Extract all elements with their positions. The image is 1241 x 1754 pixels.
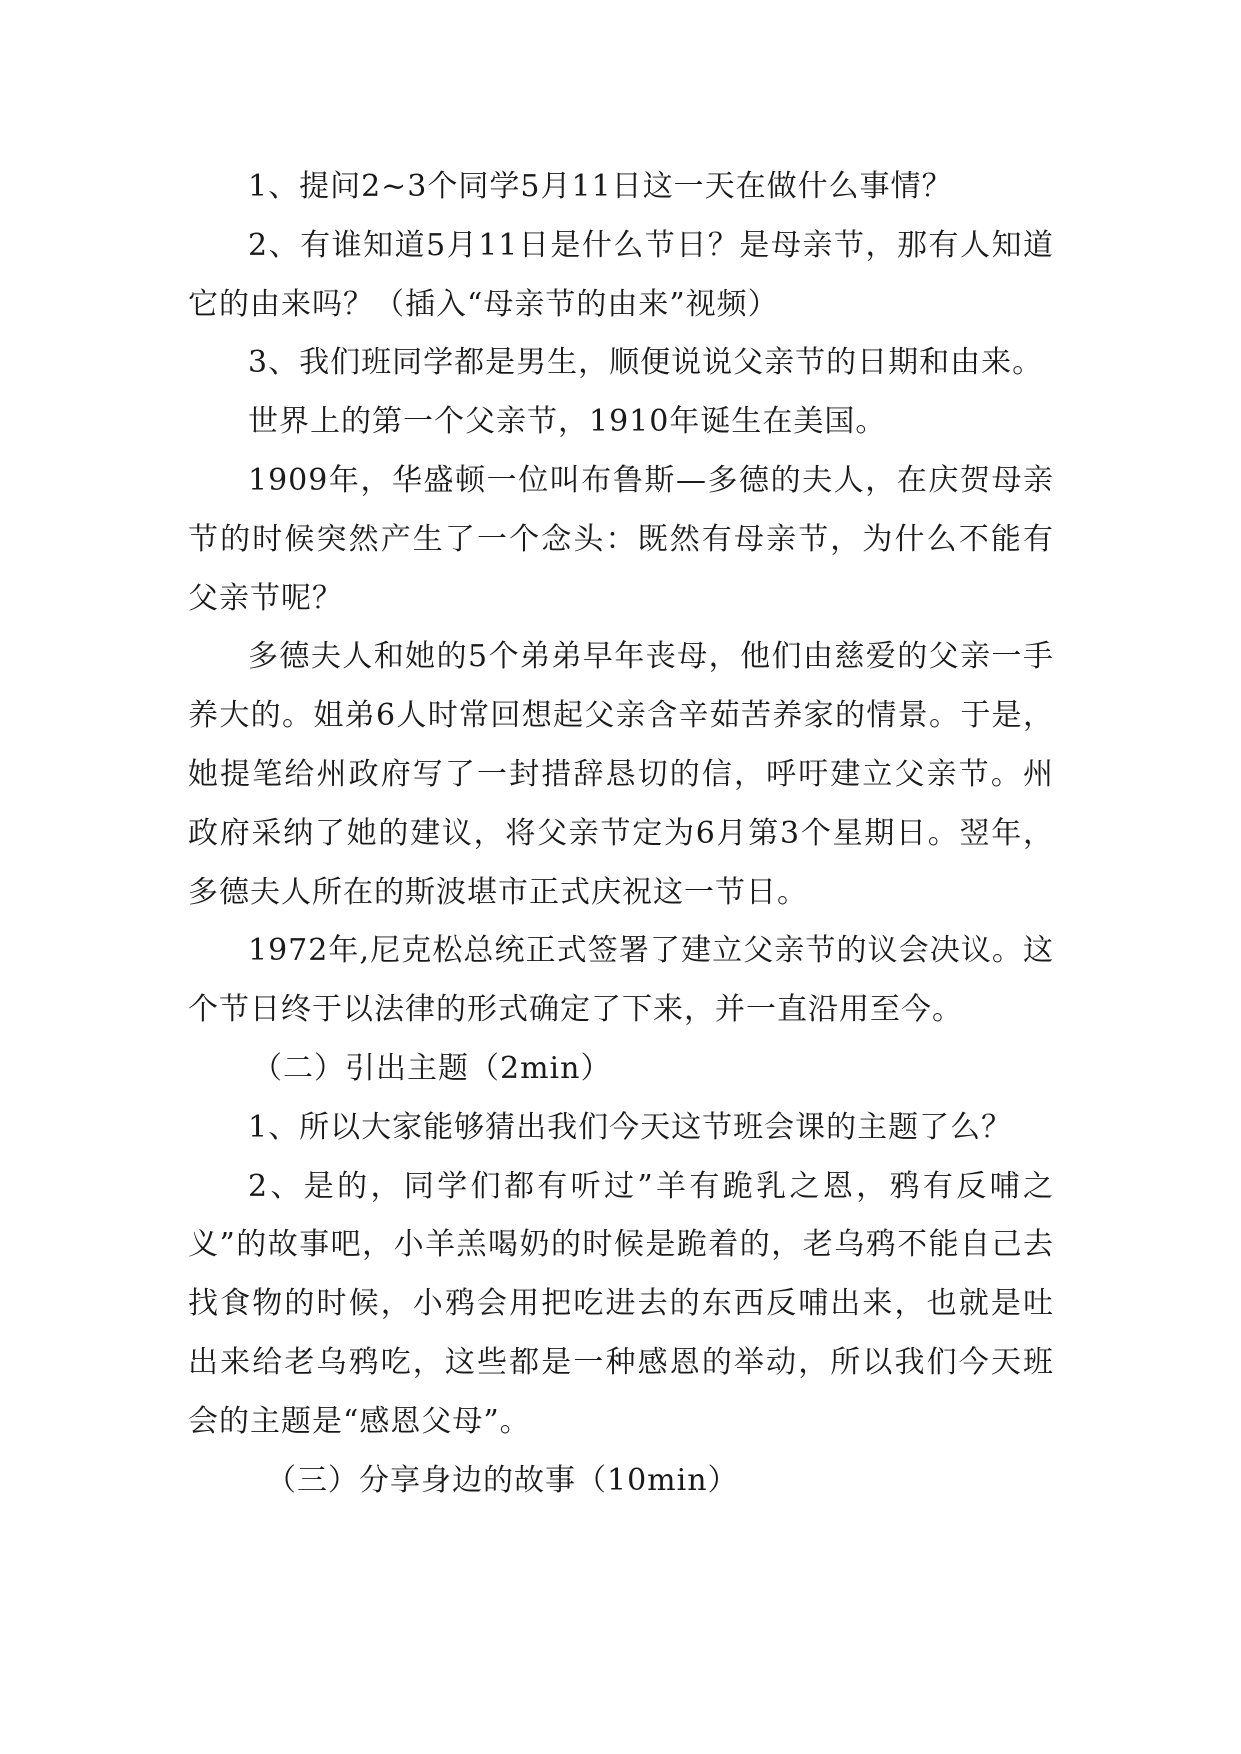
paragraph-1909-origin: 1909年，华盛顿一位叫布鲁斯—多德的夫人，在庆贺母亲节的时候突然产生了一个念头：既然有母亲节，为什么不能有父亲节呢？ — [188, 462, 1054, 616]
paragraph-dodd-story: 多德夫人和她的5个弟弟早年丧母，他们由慈爱的父亲一手养大的。姐弟6人时常回想起父亲含辛茹苦养家的情景。于是，她提笔给州政府写了一封措辞恳切的信，呼吁建立父亲节。州政府采纳了她的建议，将父亲节定为6月第3个星期日。翌年，多德夫人所在的斯波堪市正式庆祝这一节日。 — [188, 639, 1054, 910]
section-heading-share-stories: （三）分享身边的故事（10min） — [266, 1462, 739, 1498]
paragraph-question-3: 3、我们班同学都是男生，顺便说说父亲节的日期和由来。 — [248, 345, 1044, 381]
paragraph-gratitude-story: 2、是的，同学们都有听过”羊有跪乳之恩，鸦有反哺之义”的故事吧，小羊羔喝奶的时候是跪着的，老乌鸦不能自己去找食物的时候，小鸦会用把吃进去的东西反哺出来，也就是吐出来给老乌鸦吃，这些都是一种感恩的举动，所以我们今天班会的主题是“感恩父母”。 — [188, 1168, 1054, 1439]
document-body — [188, 158, 1054, 1510]
section-heading-introduce-theme: （二）引出主题（2min） — [252, 1050, 612, 1086]
paragraph-question-1: 1、提问2~3个同学5月11日这一天在做什么事情？ — [248, 169, 953, 204]
paragraph-question-2: 2、有谁知道5月11日是什么节日？是母亲节，那有人知道它的由来吗？（插入“母亲节的由来”视频） — [188, 227, 1054, 322]
paragraph-first-fathers-day: 世界上的第一个父亲节，1910年诞生在美国。 — [248, 404, 887, 440]
paragraph-1972-nixon: 1972年,尼克松总统正式签署了建立父亲节的议会决议。这个节日终于以法律的形式确定了下来，并一直沿用至今。 — [188, 933, 1054, 1028]
paragraph-guess-theme: 1、所以大家能够猜出我们今天这节班会课的主题了么？ — [248, 1109, 1013, 1145]
